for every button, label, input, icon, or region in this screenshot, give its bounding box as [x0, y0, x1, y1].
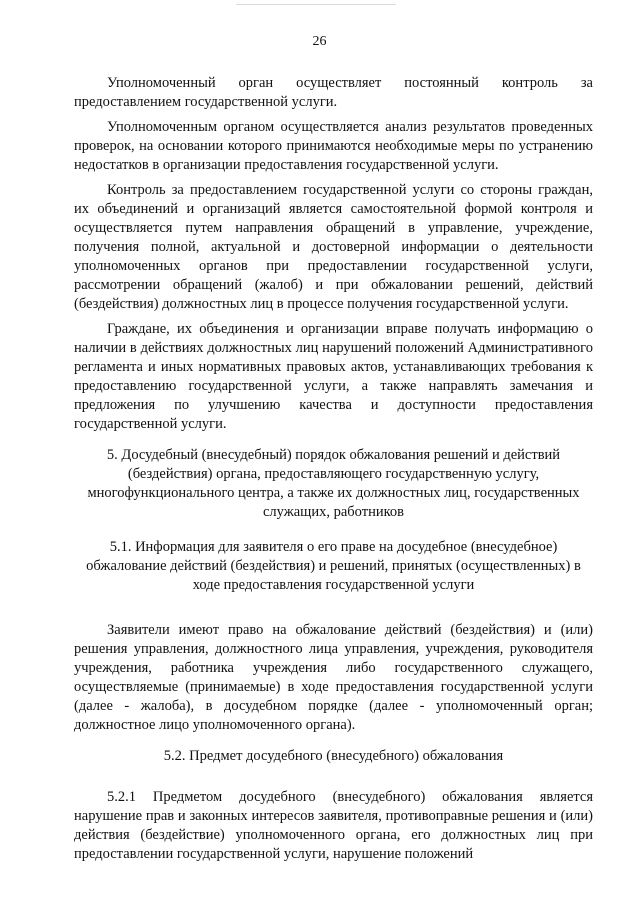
paragraph-control-analysis: Уполномоченным органом осуществляется анализ результатов проведенных проверок, на основании которого принимаются необходимые меры по устранению недостатков в организации предоставления государственной услуги.: [74, 119, 593, 173]
scan-artifact-line: [236, 4, 396, 5]
paragraph-control-citizens: Контроль за предоставлением государственной услуги со стороны граждан, их объединений и организаций является самостоятельной формой контроля и осуществляется путем направления обращений в управление, учреждение, получения полной, актуальной и достоверной информации о деятельности уполномоченных органов при предоставлении государственной услуги, рассмотрении обращений (жалоб) и при обжаловании решений, действий (бездействия) должностных лиц в процессе получения государственной услуги.: [74, 182, 593, 312]
paragraph-control-permanent: Уполномоченный орган осуществляет постоянный контроль за предоставлением государственной услуги.: [74, 75, 593, 110]
page-number: 26: [312, 34, 327, 49]
document-body: [74, 74, 593, 870]
section-5-2-1-text: 5.2.1 Предметом досудебного (внесудебного) обжалования является нарушение прав и законных интересов заявителя, противоправные решения и (или) действия (бездействие) уполномоченного органа, его должностных лиц при предоставлении государственной услуги, нарушение положений: [74, 789, 593, 862]
section-5-heading: 5. Досудебный (внесудебный) порядок обжалования решений и действий (бездействия) органа, предоставляющего государственную услугу, многофункционального центра, а также их должностных лиц, государственных служащих, работников: [87, 447, 580, 520]
paragraph-citizens-rights: Граждане, их объединения и организации вправе получать информацию о наличии в действиях должностных лиц нарушений положений Административного регламента и иных нормативных правовых актов, устанавливающих требования к предоставлению государственной услуги, а также направлять замечания и предложения по улучшению качества и доступности предоставления государственной услуги.: [74, 321, 593, 432]
section-5-2-heading: 5.2. Предмет досудебного (внесудебного) обжалования: [163, 748, 504, 764]
section-5-1-heading: 5.1. Информация для заявителя о его праве на досудебное (внесудебное) обжалование действий (бездействия) и решений, принятых (осуществленных) в ходе предоставления государственной услуги: [86, 539, 581, 593]
section-5-1-text: Заявители имеют право на обжалование действий (бездействия) и (или) решения управления, должностного лица управления, учреждения, руководителя учреждения, работника учреждения либо государственного служащего, осуществляемые (принимаемые) в ходе предоставления государственной услуги (далее - жалоба), в досудебном порядке (далее - уполномоченный орган; должностное лицо уполномоченного органа).: [74, 622, 593, 733]
